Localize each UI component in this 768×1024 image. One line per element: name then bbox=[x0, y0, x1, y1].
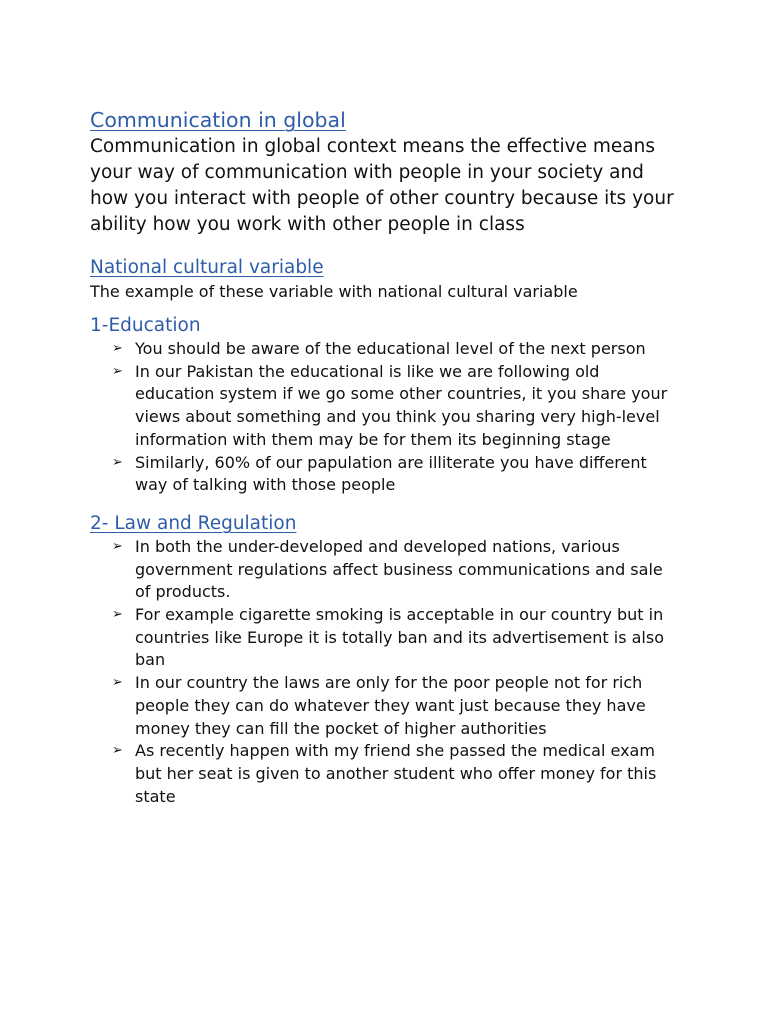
arrow-bullet-icon: ➢ bbox=[112, 363, 123, 379]
list-item-text: Similarly, 60% of our papulation are illiterate you have different way of talking with those people bbox=[135, 452, 647, 495]
list-item-text: In our country the laws are only for the poor people not for rich people they can do whatever they want just because they have money they can fill the pocket of higher authorities bbox=[135, 673, 646, 738]
national-cultural-variable-text: The example of these variable with national cultural variable bbox=[90, 282, 578, 301]
law-bullet-list bbox=[90, 536, 690, 808]
list-item-text: As recently happen with my friend she passed the medical exam but her seat is given to another student who offer money for this state bbox=[135, 741, 657, 806]
list-item bbox=[112, 740, 680, 808]
arrow-bullet-icon: ➢ bbox=[112, 607, 123, 623]
list-item bbox=[112, 452, 680, 497]
list-item bbox=[112, 536, 680, 604]
list-item-text: You should be aware of the educational level of the next person bbox=[135, 339, 646, 358]
education-heading: 1-Education bbox=[90, 315, 201, 336]
national-cultural-variable-heading: National cultural variable bbox=[90, 257, 324, 278]
intro-paragraph: Communication in global context means the effective means your way of communication with people in your society and how you interact with people of other country because its your ability how you work with other people in class bbox=[90, 136, 674, 235]
arrow-bullet-icon: ➢ bbox=[112, 341, 123, 356]
arrow-bullet-icon: ➢ bbox=[112, 454, 123, 470]
list-item-text: In both the under-developed and developed nations, various government regulations affect business communications and sale of products. bbox=[135, 536, 663, 602]
list-item bbox=[112, 604, 680, 672]
list-item bbox=[112, 361, 680, 452]
arrow-bullet-icon: ➢ bbox=[112, 743, 123, 759]
list-item-text: In our Pakistan the educational is like we are following old education system if we go some other countries, it you share your views about something and you think you sharing very high-level information with them may be for them its beginning stage bbox=[135, 361, 668, 449]
arrow-bullet-icon: ➢ bbox=[112, 538, 123, 554]
list-item-text: For example cigarette smoking is acceptable in our country but in countries like Europe it is totally ban and its advertisement is also ban bbox=[135, 605, 664, 670]
education-bullet-list bbox=[90, 338, 690, 497]
list-item bbox=[112, 338, 680, 361]
document-title: Communication in global bbox=[90, 108, 346, 132]
document-page bbox=[90, 106, 690, 808]
law-regulation-heading: 2- Law and Regulation bbox=[90, 512, 297, 534]
list-item bbox=[112, 672, 680, 740]
arrow-bullet-icon: ➢ bbox=[112, 675, 123, 691]
